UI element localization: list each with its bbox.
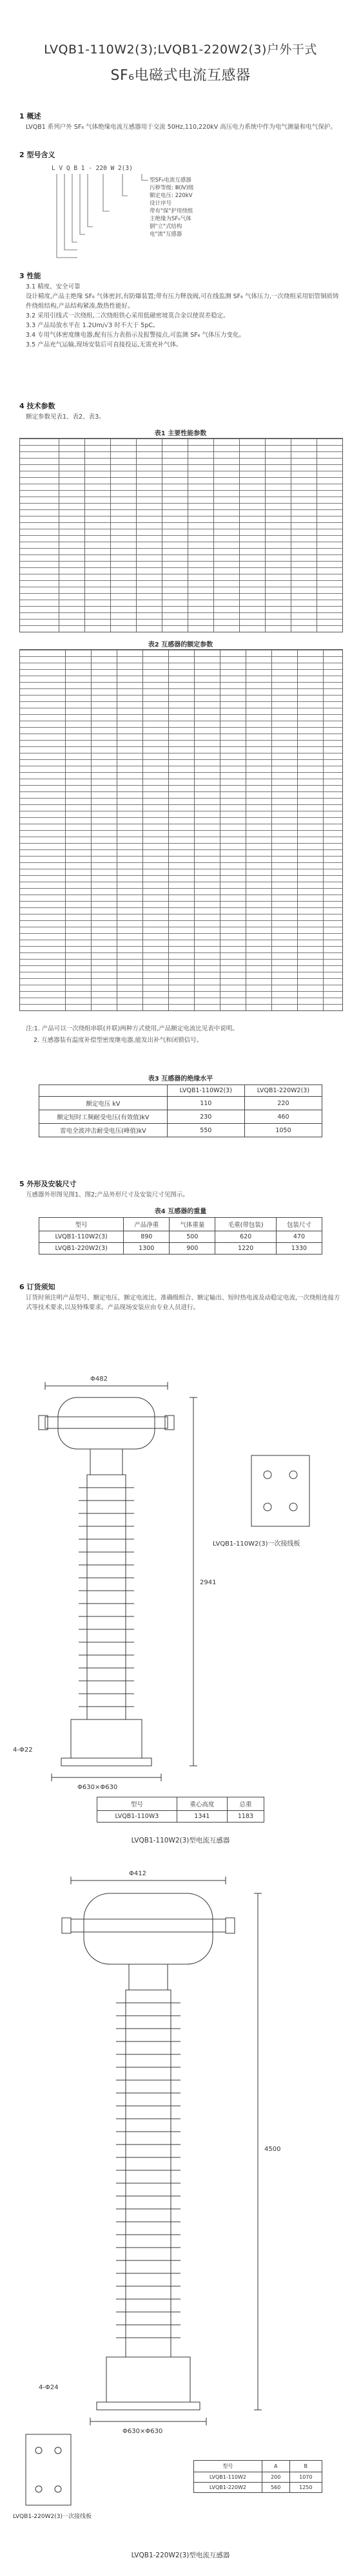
legend-item: 设计序号: [150, 200, 172, 207]
fig1-terminal-label: LVQB1-110W2(3)一次接线板: [213, 1540, 300, 1548]
section-2-heading: 2 型号含义: [19, 151, 55, 159]
fig2-insulator: [116, 1990, 180, 2357]
table-row: [39, 1110, 322, 1124]
table-cell: 1183: [227, 1811, 264, 1823]
table-cell: LVQB1-110W2: [194, 2472, 262, 2483]
perf-item: 3.2 采用引线式一次绕组,二次绕组铁心采用低磁密坡莫合金以使误差稳定。: [26, 312, 229, 319]
perf-item: 设计精度,产品主绝缘 SF₆ 气体密封,有防爆装置;带有压力释放阀,可在线监测 SF₆ 气体压力,一次绕组采用铝管铜质铸件绕组结构,产品结构紧凑,散热性能好。: [26, 293, 339, 310]
table-row: [194, 2483, 322, 2493]
table-4-title: 表4 互感器的重量: [154, 1208, 207, 1215]
section-1-text: LVQB1 系列户外 SF₆ 气体绝缘电流互感器用于交流 50Hz,110,220kV 高压电力系统中作为电气测量和电气保护。: [26, 124, 337, 131]
table-cell: 890: [124, 1231, 170, 1243]
table-cell: 500: [170, 1231, 215, 1243]
table-cell: 1250: [289, 2483, 322, 2493]
table-header: 总重: [227, 1797, 264, 1811]
legend-item: 污秽等级: Ⅲ(Ⅳ)级: [150, 185, 194, 191]
table-header-row: [194, 2461, 322, 2472]
legend-item: 额定电压: 220kV: [150, 193, 193, 199]
perf-item: 3.3 产品局放水平在 1.2Um/√3 时不大于 5pC。: [26, 322, 159, 329]
section-5-text: 互感器外形图见图1、图2;产品外形尺寸及安装尺寸见图示。: [26, 1191, 189, 1198]
table-header: 毛重(带包装): [215, 1218, 277, 1231]
fig2-dim-height: 4500: [264, 2146, 281, 2153]
terminal-dimension-table: [193, 2460, 322, 2493]
figure-2-drawing: [0, 1855, 361, 2550]
table-2: [19, 649, 343, 1011]
table-header: A: [262, 2461, 289, 2472]
table-cell: 1341: [177, 1811, 227, 1823]
table-2-title: 表2 互感器的额定参数: [148, 641, 213, 649]
legend-item: 倒"立"式结构: [150, 223, 182, 230]
table-cell: 220: [244, 1097, 322, 1110]
table-row: [39, 1097, 322, 1110]
table-cell: LVQB1-110W2(3): [39, 1231, 124, 1243]
fig2-terminal-label: LVQB1-220W2(3)一次接线板: [13, 2514, 92, 2520]
fig2-bolt-spec: 4-Φ24: [39, 2384, 59, 2391]
table-header-row: [39, 1085, 322, 1097]
title-line-2: SF₆电磁式电流互感器: [110, 68, 251, 84]
table-row: [39, 1243, 322, 1255]
table-cell: 900: [170, 1243, 215, 1255]
perf-item: 3.1 精度、安全可靠: [26, 283, 81, 290]
table-header: 型号: [39, 1218, 124, 1231]
table-header: [39, 1085, 168, 1097]
table-header: 型号: [194, 2461, 262, 2472]
fig2-base-dim: Φ630×Φ630: [122, 2428, 163, 2435]
table-1: [19, 438, 343, 632]
table-4: [39, 1217, 322, 1255]
table-cell: 470: [276, 1231, 322, 1243]
table-header: 包装尺寸: [276, 1218, 322, 1231]
legend-item: 带有"保"护用绕组: [150, 208, 193, 214]
table-header: 产品净重: [124, 1218, 170, 1231]
table-header: LVQB1-110W2(3): [167, 1085, 244, 1097]
table-row: [39, 1124, 322, 1137]
fig1-bolt-spec: 4-Φ22: [13, 1747, 33, 1754]
table-cell: 620: [215, 1231, 277, 1243]
table-cell: 1330: [276, 1243, 322, 1255]
section-4-heading: 4 技术参数: [19, 402, 55, 410]
note-1: 注:1. 产品可以一次绕组串联(并联)两种方式使用,产品额定电流比见表中说明。: [26, 1025, 239, 1032]
table-cell: LVQB1-110W3: [97, 1811, 177, 1823]
section-6-text: 订货时须注明产品型号、额定电压、额定电流比、准确级组合、额定输出、短时热电流及动稳定电流,一次绕组连接方式等技术要求,以及特殊要求。产品现场安装应由专业人员进行。: [26, 1294, 340, 1311]
section-4-text: 额定参数见表1、表2、表3。: [26, 413, 105, 421]
section-3-heading: 3 性能: [19, 272, 41, 280]
perf-item: 3.5 产品充气运输,现场安装后可直接投运,无需充补气体。: [26, 341, 182, 348]
table-header-row: [97, 1797, 264, 1811]
section-6-heading: 6 订货须知: [19, 1283, 55, 1291]
figure-2-caption: LVQB1-220W2(3)型电流互感器: [131, 2552, 230, 2559]
title-line-1: LVQB1-110W2(3);LVQB1-220W2(3)户外干式: [44, 43, 317, 57]
fig1-base-dim: Φ630×Φ630: [77, 1784, 118, 1791]
fig1-dim-height: 2941: [200, 1579, 217, 1586]
section-1-heading: 1 概述: [19, 112, 41, 120]
table-1-title: 表1 主要性能参数: [154, 430, 207, 437]
table-cell: 1300: [124, 1243, 170, 1255]
figure-1-caption: LVQB1-110W2(3)型电流互感器: [131, 1837, 230, 1844]
table-header: 重心高度: [177, 1797, 227, 1811]
table-cell: 460: [244, 1110, 322, 1124]
fig1-insulator: [79, 1475, 134, 1719]
note-2: 2. 互感器装有温度补偿型密度继电器,能发出补气和闭锁信号。: [34, 1037, 203, 1044]
table-header-row: [39, 1218, 322, 1231]
table-cell: LVQB1-220W2(3): [39, 1243, 124, 1255]
table-3-title: 表3 互感器的绝缘水平: [148, 1075, 213, 1083]
table-cell: 560: [262, 2483, 289, 2493]
section-5-heading: 5 外形及安装尺寸: [19, 1180, 77, 1188]
table-header: 气体重量: [170, 1218, 215, 1231]
perf-item: 3.4 专用气体密度继电器,配有压力表指示及报警接点,可监测 SF₆ 气体压力变化。: [26, 332, 246, 339]
table-header: 型号: [97, 1797, 177, 1811]
table-cell: 1050: [244, 1124, 322, 1137]
table-3: [39, 1084, 322, 1137]
table-header: LVQB1-220W2(3): [244, 1085, 322, 1097]
table-cell: 230: [167, 1110, 244, 1124]
dimension-table: [97, 1797, 264, 1823]
table-cell: 200: [262, 2472, 289, 2483]
table-row: [39, 1231, 322, 1243]
fig2-head: [84, 1893, 213, 1964]
table-row: [194, 2472, 322, 2483]
section-3-list: [26, 282, 342, 350]
model-legend: [150, 176, 291, 238]
table-row: [97, 1811, 264, 1823]
model-code: L V Q B 1 - 220 W 2(3): [52, 165, 133, 172]
table-cell: 额定电压 kV: [39, 1097, 168, 1110]
table-cell: 1070: [289, 2472, 322, 2483]
table-cell: LVQB1-220W2: [194, 2483, 262, 2493]
table-cell: 550: [167, 1124, 244, 1137]
legend-item: 主绝缘为SF₆气体: [150, 216, 191, 222]
table-cell: 额定短时工频耐受电压(有效值)kV: [39, 1110, 168, 1124]
fig1-dim-top: Φ482: [90, 1376, 108, 1383]
table-header: B: [289, 2461, 322, 2472]
legend-item: 电"流"互感器: [150, 231, 182, 238]
fig2-dim-top: Φ412: [129, 1870, 146, 1877]
table-cell: 1220: [215, 1243, 277, 1255]
fig1-head: [58, 1397, 155, 1449]
table-cell: 110: [167, 1097, 244, 1110]
table-cell: 雷电全波冲击耐受电压(峰值)kV: [39, 1124, 168, 1137]
figure-1-drawing: [0, 1359, 361, 1848]
legend-item: 型SF₆电流互感器: [150, 177, 191, 184]
